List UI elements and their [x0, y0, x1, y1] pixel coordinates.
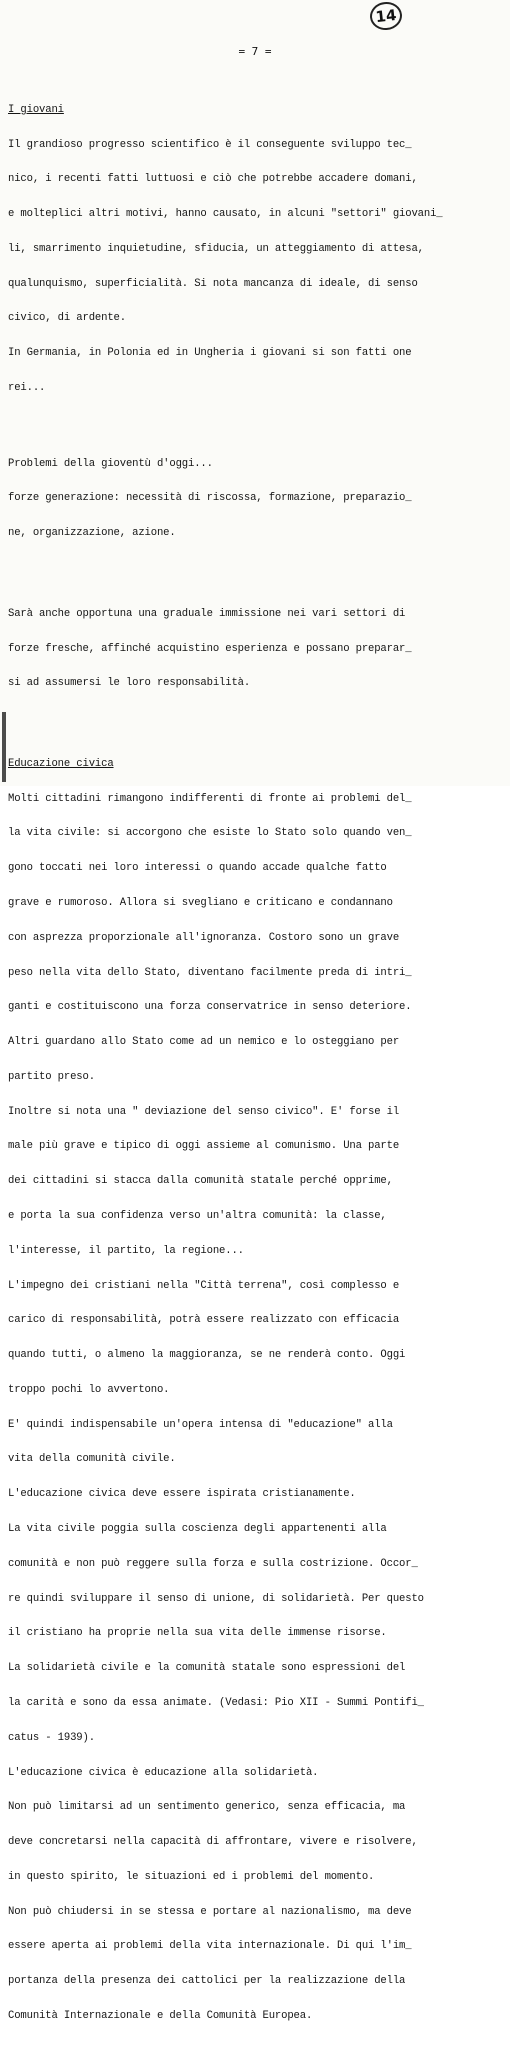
- text-line: essere aperta ai problemi della vita internazionale. Di qui l'im_: [8, 1940, 412, 1953]
- text-line: Inoltre si nota una " deviazione del senso civico". E' forse il: [8, 1105, 400, 1118]
- text-line: L'impegno dei cristiani nella "Città terrena", così complesso e: [8, 1279, 400, 1292]
- text-line: e porta la sua confidenza verso un'altra comunità: la classe,: [8, 1210, 387, 1222]
- text-line: civico, di ardente.: [8, 312, 126, 325]
- text-line: gono toccati nei loro interessi o quando accade qualche fatto: [8, 862, 387, 875]
- section-heading-giovani: I giovani: [8, 103, 64, 116]
- text-line: e molteplici altri motivi, hanno causato, in alcuni "settori" giovani_: [8, 208, 443, 221]
- text-line: In Germania, in Polonia ed in Ungheria i giovani si son fatti one: [8, 347, 412, 360]
- text-line: catus - 1939).: [8, 1731, 95, 1744]
- text-line: La solidarietà civile e la comunità statale sono espressioni del: [8, 1662, 406, 1675]
- text-line: Non può chiudersi in se stessa e portare al nazionalismo, ma deve: [8, 1905, 412, 1918]
- text-line: Non può limitarsi ad un sentimento generico, senza efficacia, ma: [8, 1801, 406, 1814]
- text-line: nico, i recenti fatti luttuosi e ciò che potrebbe accadere domani,: [8, 173, 418, 186]
- text-line: troppo pochi lo avvertono.: [8, 1383, 170, 1396]
- text-line: Comunità Internazionale e della Comunità Europea.: [8, 2009, 313, 2022]
- text-line: ne, organizzazione, azione.: [8, 527, 176, 540]
- text-line: Il grandioso progresso scientifico è il conseguente sviluppo tec_: [8, 138, 412, 151]
- text-line: Molti cittadini rimangono indifferenti di fronte ai problemi del_: [8, 792, 412, 805]
- text-line: carico di responsabilità, potrà essere realizzato con efficacia: [8, 1314, 400, 1327]
- handwritten-margin-mark: [2, 712, 6, 782]
- text-line: li, smarrimento inquietudine, sfiducia, un atteggiamento di attesa,: [8, 242, 424, 255]
- text-line: grave e rumoroso. Allora si svegliano e criticano e condannano: [8, 896, 393, 909]
- text-line: l'interesse, il partito, la regione...: [8, 1244, 244, 1257]
- text-line: in questo spirito, le situazioni ed i problemi del momento.: [8, 1870, 375, 1883]
- text-line: peso nella vita dello Stato, diventano facilmente preda di intri_: [8, 966, 412, 979]
- text-line: comunità e non può reggere sulla forza e sulla costrizione. Occor_: [8, 1557, 418, 1570]
- typed-page-folio: = 7 =: [238, 45, 272, 58]
- text-line: re quindi sviluppare il senso di unione, di solidarietà. Per questo: [8, 1592, 424, 1605]
- typewritten-body: [8, 70, 508, 2046]
- text-line: E' quindi indispensabile un'opera intensa di "educazione" alla: [8, 1418, 393, 1431]
- text-line: rei...: [8, 382, 46, 395]
- section-heading-educazione-civica: Educazione civica: [8, 757, 114, 770]
- text-line: con asprezza proporzionale all'ignoranza. Costoro sono un grave: [8, 931, 400, 944]
- text-line: quando tutti, o almeno la maggioranza, se ne renderà conto. Oggi: [8, 1349, 406, 1362]
- text-line: forze fresche, affinché acquistino esperienza e possano preparar_: [8, 642, 412, 655]
- text-line: qualunquismo, superficialità. Si nota mancanza di ideale, di senso: [8, 277, 418, 290]
- text-line: Sarà anche opportuna una graduale immissione nei vari settori di: [8, 607, 406, 620]
- text-line: la vita civile: si accorgono che esiste lo Stato solo quando ven_: [8, 827, 412, 840]
- text-line: Problemi della gioventù d'oggi...: [8, 457, 213, 470]
- text-line: forze generazione: necessità di riscossa, formazione, preparazio_: [8, 492, 412, 505]
- text-line: si ad assumersi le loro responsabilità.: [8, 677, 251, 690]
- text-line: L'educazione civica è educazione alla solidarietà.: [8, 1766, 319, 1779]
- text-line: dei cittadini si stacca dalla comunità statale perché opprime,: [8, 1175, 393, 1188]
- text-line: vita della comunità civile.: [8, 1453, 176, 1466]
- handwritten-page-number: 14: [369, 0, 404, 31]
- text-line: L'educazione civica deve essere ispirata cristianamente.: [8, 1488, 356, 1501]
- text-line: portanza della presenza dei cattolici per la realizzazione della: [8, 1975, 406, 1988]
- text-line: Altri guardano allo Stato come ad un nemico e lo osteggiano per: [8, 1036, 400, 1049]
- text-line: partito preso.: [8, 1070, 95, 1083]
- text-line: la carità e sono da essa animate. (Vedasi: Pio XII - Summi Pontifi_: [8, 1696, 424, 1709]
- text-line: La vita civile poggia sulla coscienza degli appartenenti alla: [8, 1523, 387, 1536]
- text-line: deve concretarsi nella capacità di affrontare, vivere e risolvere,: [8, 1836, 418, 1849]
- text-line: ganti e costituiscono una forza conservatrice in senso deteriore.: [8, 1001, 412, 1014]
- text-line: male più grave e tipico di oggi assieme al comunismo. Una parte: [8, 1140, 400, 1153]
- text-line: il cristiano ha proprie nella sua vita delle immense risorse.: [8, 1627, 387, 1640]
